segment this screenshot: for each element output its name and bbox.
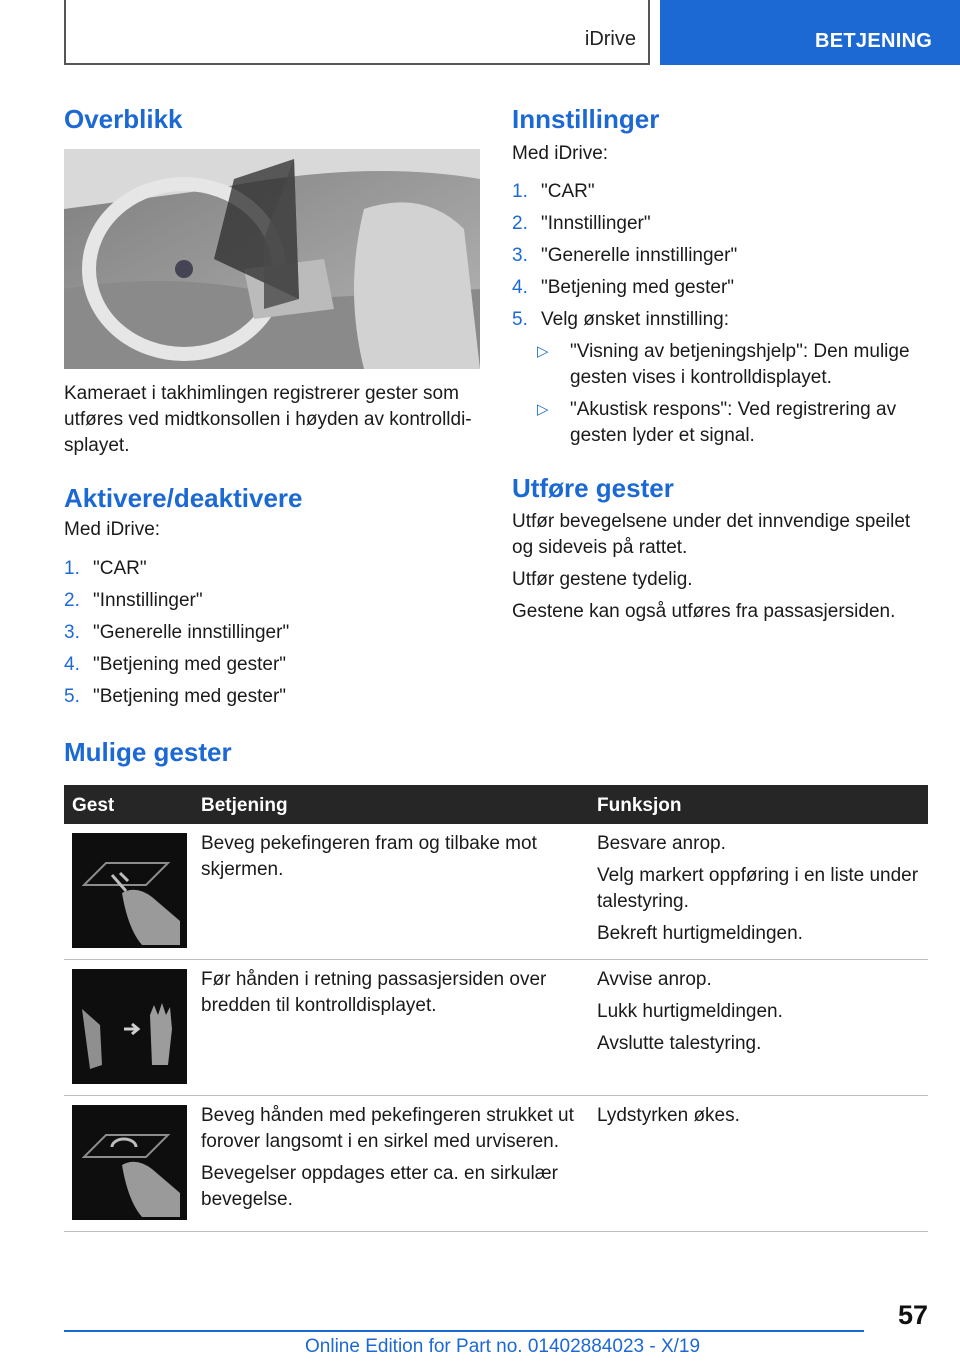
- step-number: 4.: [512, 277, 528, 298]
- triangle-bullet-icon: ▷: [537, 401, 549, 418]
- header-section-label: iDrive: [584, 28, 636, 50]
- caption-line: Kameraet i takhimlingen registrerer gester som: [64, 383, 459, 404]
- row-1-functions: [597, 831, 927, 953]
- function-line: Avslutte talestyring.: [597, 1033, 762, 1054]
- step-number: 3.: [512, 245, 528, 266]
- step-number: 3.: [64, 622, 80, 643]
- list-item: [512, 243, 737, 275]
- settings-heading: Innstillinger: [512, 104, 660, 134]
- operation-line: Beveg hånden med pekefingeren strukket ut: [201, 1105, 574, 1126]
- finger-point-gesture-icon: [72, 833, 187, 948]
- function-line: Bekreft hurtigmeldingen.: [597, 923, 803, 944]
- step-number: 1.: [64, 558, 80, 579]
- row-divider: [64, 1095, 928, 1096]
- step-text: Velg ønsket innstilling:: [541, 309, 729, 330]
- camera-illustration: [64, 149, 480, 369]
- perform-text: [512, 509, 932, 625]
- settings-subitems: [537, 339, 937, 455]
- list-item: [64, 588, 289, 620]
- operation-line: bredden til kontrolldisplayet.: [201, 995, 437, 1016]
- list-item: [64, 652, 289, 684]
- table-header: [64, 785, 928, 824]
- step-text: "CAR": [541, 181, 595, 202]
- perform-line: Utfør bevegelsene under det innvendige speilet: [512, 511, 911, 532]
- step-text: "Generelle innstillinger": [93, 622, 290, 643]
- function-line: Velg markert oppføring i en liste under: [597, 865, 919, 886]
- function-line: Avvise anrop.: [597, 969, 712, 990]
- list-item: [512, 307, 737, 339]
- step-text: "Innstillinger": [541, 213, 651, 234]
- activate-heading: Aktivere/deaktivere: [64, 483, 303, 513]
- step-text: "Betjening med gester": [93, 654, 287, 675]
- step-text: "CAR": [93, 558, 147, 579]
- subitem-line: gesten vises i kontrolldisplayet.: [570, 367, 832, 388]
- overview-caption: [64, 381, 484, 459]
- step-number: 2.: [512, 213, 528, 234]
- settings-intro: Med iDrive:: [512, 143, 609, 164]
- car-interior-image: [64, 149, 480, 369]
- header-section-box: [64, 0, 650, 65]
- row-divider: [64, 1231, 928, 1232]
- row-divider: [64, 959, 928, 960]
- hand-swipe-gesture-icon: [72, 969, 187, 1084]
- function-line: Lukk hurtigmeldingen.: [597, 1001, 783, 1022]
- list-item: [512, 179, 737, 211]
- row-3-functions: [597, 1103, 927, 1135]
- settings-steps: [512, 179, 737, 339]
- step-number: 5.: [512, 309, 528, 330]
- list-item: [64, 556, 289, 588]
- step-text: "Generelle innstillinger": [541, 245, 738, 266]
- edition-note: Online Edition for Part no. 01402884023 - X/19: [305, 1336, 701, 1357]
- triangle-bullet-icon: ▷: [537, 343, 549, 360]
- list-item: [64, 684, 289, 716]
- step-number: 5.: [64, 686, 80, 707]
- gestures-heading: Mulige gester: [64, 737, 232, 767]
- subitem-line: "Visning av betjeningshjelp": Den mulige: [570, 341, 910, 362]
- row-2-operation: [201, 967, 586, 1019]
- caption-line: utføres ved midtkonsollen i høyden av kontrolldi-: [64, 409, 472, 430]
- step-number: 4.: [64, 654, 80, 675]
- step-text: "Betjening med gester": [541, 277, 735, 298]
- perform-line: Utfør gestene tydelig.: [512, 569, 693, 590]
- list-item: [537, 397, 937, 449]
- perform-line: og sideveis på rattet.: [512, 537, 688, 558]
- operation-line: Bevegelser oppdages etter ca. en sirkulær: [201, 1163, 558, 1184]
- column-header-betjening: Betjening: [201, 795, 288, 816]
- step-text: "Betjening med gester": [93, 686, 287, 707]
- operation-line: Beveg pekefingeren fram og tilbake mot: [201, 833, 537, 854]
- step-text: "Innstillinger": [93, 590, 203, 611]
- operation-line: forover langsomt i en sirkel med urviseren.: [201, 1131, 559, 1152]
- footer-divider: [64, 1330, 864, 1332]
- overview-heading: Overblikk: [64, 104, 183, 134]
- subitem-line: gesten lyder et signal.: [570, 425, 755, 446]
- header-chapter-tab: [660, 0, 960, 65]
- function-line: talestyring.: [597, 891, 689, 912]
- perform-line: Gestene kan også utføres fra passasjersiden.: [512, 601, 896, 622]
- row-3-operation: [201, 1103, 586, 1213]
- subitem-line: "Akustisk respons": Ved registrering av: [570, 399, 897, 420]
- function-line: Besvare anrop.: [597, 833, 726, 854]
- column-header-funksjon: Funksjon: [597, 795, 682, 816]
- list-item: [64, 620, 289, 652]
- step-number: 1.: [512, 181, 528, 202]
- row-1-operation: [201, 831, 586, 883]
- operation-line: Før hånden i retning passasjersiden over: [201, 969, 547, 990]
- header-chapter-label: BETJENING: [815, 30, 933, 52]
- operation-line: bevegelse.: [201, 1189, 293, 1210]
- page-number: 57: [897, 1300, 928, 1330]
- list-item: [512, 275, 737, 307]
- activate-intro: Med iDrive:: [64, 519, 161, 540]
- operation-line: skjermen.: [201, 859, 284, 880]
- step-number: 2.: [64, 590, 80, 611]
- caption-line: splayet.: [64, 435, 130, 456]
- row-2-functions: [597, 967, 927, 1063]
- column-header-gest: Gest: [72, 795, 115, 816]
- circle-rotate-gesture-icon: [72, 1105, 187, 1220]
- perform-heading: Utføre gester: [512, 473, 674, 503]
- list-item: [537, 339, 937, 391]
- function-line: Lydstyrken økes.: [597, 1105, 740, 1126]
- list-item: [512, 211, 737, 243]
- activate-steps: [64, 556, 289, 716]
